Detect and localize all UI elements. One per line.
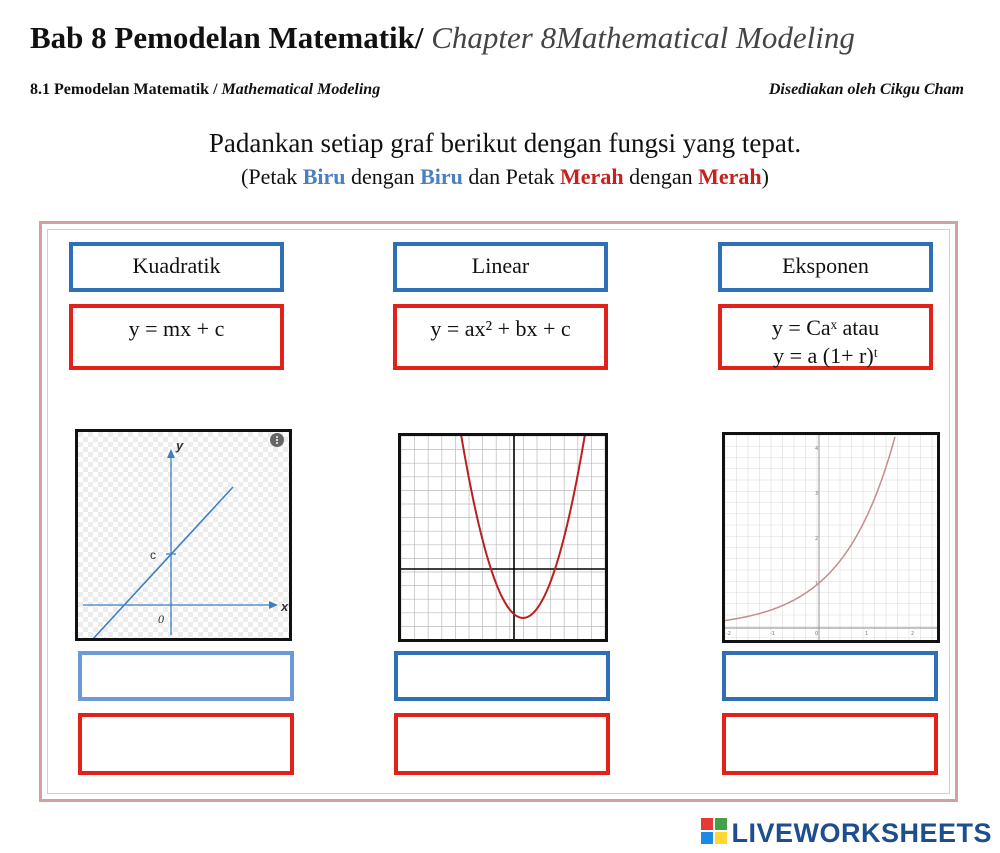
linear-graph-svg bbox=[78, 432, 289, 638]
liveworksheets-logo: LIVEWORKSHEETS bbox=[701, 818, 992, 851]
exponential-grid bbox=[725, 435, 937, 640]
draggable-name-eksponen[interactable]: Eksponen bbox=[718, 242, 933, 292]
drop-zone-red-3[interactable] bbox=[722, 713, 938, 775]
graph-exponential bbox=[722, 432, 940, 643]
origin-label: 0 bbox=[158, 612, 164, 626]
exponential-curve bbox=[725, 437, 895, 621]
graph-linear bbox=[75, 429, 292, 641]
liveworksheets-icon bbox=[701, 818, 727, 851]
quadratic-graph-svg bbox=[401, 436, 605, 639]
draggable-formula-exponential[interactable]: y = Caˣ atau y = a (1+ r)ᵗ bbox=[718, 304, 933, 370]
y-tick-label: 3 bbox=[815, 491, 819, 497]
instruction-line-1: Padankan setiap graf berikut dengan fungsi yang tepat. bbox=[208, 128, 802, 158]
x-tick-label: -1 bbox=[770, 631, 775, 637]
graph-quadratic bbox=[398, 433, 608, 642]
exponential-graph-svg bbox=[725, 435, 937, 640]
draggable-name-kuadratik[interactable]: Kuadratik bbox=[69, 242, 284, 292]
x-tick-label: 2 bbox=[911, 631, 915, 637]
drop-zone-blue-2[interactable] bbox=[394, 651, 610, 701]
x-tick-label: -2 bbox=[726, 631, 731, 637]
draggable-formula-quadratic[interactable]: y = ax² + bx + c bbox=[393, 304, 608, 370]
page-title: Bab 8 Pemodelan Matematik/ Chapter 8Mathematical Modeling bbox=[30, 20, 855, 55]
y-tick-label: 1 bbox=[815, 581, 819, 587]
drop-zone-blue-3[interactable] bbox=[722, 651, 938, 701]
x-axis-label: x bbox=[281, 599, 289, 614]
draggable-formula-linear[interactable]: y = mx + c bbox=[69, 304, 284, 370]
author-credit: Disediakan oleh Cikgu Cham bbox=[768, 81, 964, 98]
drop-zone-blue-1[interactable] bbox=[78, 651, 294, 701]
y-tick-label: 4 bbox=[815, 446, 819, 452]
x-tick-label: 0 bbox=[815, 631, 819, 637]
x-tick-label: 1 bbox=[865, 631, 869, 637]
c-label: c bbox=[150, 548, 156, 562]
quadratic-grid bbox=[401, 436, 605, 639]
drop-zone-red-2[interactable] bbox=[394, 713, 610, 775]
instruction-line-2: (Petak Biru dengan Biru dan Petak Merah dengan Merah) bbox=[241, 164, 769, 189]
section-subtitle: 8.1 Pemodelan Matematik / Mathematical Modeling bbox=[30, 81, 381, 98]
y-axis-label: y bbox=[176, 438, 184, 453]
draggable-name-linear[interactable]: Linear bbox=[393, 242, 608, 292]
y-tick-label: 2 bbox=[815, 536, 819, 542]
drop-zone-red-1[interactable] bbox=[78, 713, 294, 775]
